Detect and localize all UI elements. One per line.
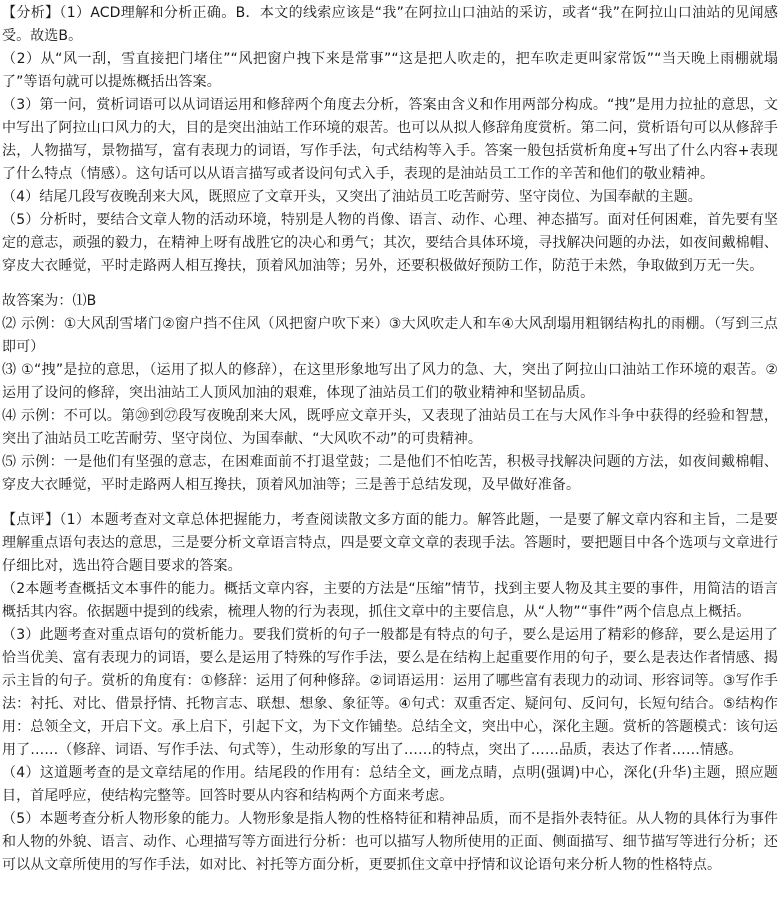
section-gap bbox=[2, 278, 778, 290]
section-gap bbox=[2, 497, 778, 509]
comments-section bbox=[2, 509, 778, 877]
comment-paragraph-4: （4）这道题考查的是文章结尾的作用。结尾段的作用有：总结全文，画龙点睛，点明(强调)中心，深化(升华)主题，照应题目，首尾呼应，使结构完整等。回答时要从内容和结构两个方面来考虑。 bbox=[2, 765, 778, 804]
answer-paragraph-3: ⑶ ①“拽”是拉的意思，（运用了拟人的修辞），在这里形象地写出了风力的急、大，突出了阿拉山口油站工作环境的艰苦。②运用了设问的修辞，突出油站工人顶风加油的艰难，体现了油站员工们的敬业精神和坚韧品质。 bbox=[2, 362, 778, 401]
comment-paragraph-1: 【点评】（1）本题考查对文章总体把握能力，考查阅读散文多方面的能力。解答此题，一是要了解文章内容和主旨，二是要理解重点语句表达的意思，三是要分析文章语言特点，四是要文章文章的表现手法。答题时，要把题目中各个选项与文章进行仔细比对，选出符合题目要求的答案。 bbox=[2, 512, 778, 574]
analysis-paragraph-1: 【分析】（1）ACD理解和分析正确。B．本文的线索应该是“我”在阿拉山口油站的采访，或者“我”在阿拉山口油站的见闻感受。故选B。 bbox=[2, 5, 778, 44]
comment-paragraph-2: （2本题考查概括文本事件的能力。概括文章内容，主要的方法是“压缩”情节，找到主要人物及其主要的事件，用简洁的语言概括其内容。依据题中提到的线索，梳理人物的行为表现，抓住文章中的主要信息，从“人物”“事件”两个信息点上概括。 bbox=[2, 581, 778, 620]
answers-section bbox=[2, 290, 778, 497]
analysis-section bbox=[2, 2, 778, 278]
analysis-paragraph-3: （3）第一问，赏析词语可以从词语运用和修辞两个角度去分析，答案由含义和作用两部分构成。“拽”是用力拉扯的意思，文中写出了阿拉山口风力的大，目的是突出油站工作环境的艰苦。也可以从拟人修辞角度赏析。第二问，赏析语句可以从修辞手法，人物描写，景物描写，富有表现力的词语，写作手法，句式结构等入手。答案一般包括赏析角度+写出了什么内容+表现了什么特点（情感）。这句话可以从语言描写或者设问句式入手，表现的是油站员工工作的辛苦和他们的敬业精神。 bbox=[2, 97, 778, 182]
analysis-paragraph-4: （4）结尾几段写夜晚刮来大风，既照应了文章开头，又突出了油站员工吃苦耐劳、坚守岗位、为国奉献的主题。 bbox=[2, 189, 702, 205]
answer-paragraph-2: ⑵ 示例：①大风刮雪堵门②窗户挡不住风（风把窗户吹下来）③大风吹走人和车④大风刮塌用粗钢结构扎的雨棚。（写到三点即可） bbox=[2, 316, 778, 355]
answer-paragraph-1: 故答案为：⑴B bbox=[2, 293, 97, 309]
comment-paragraph-5: （5）本题考查分析人物形象的能力。人物形象是指人物的性格特征和精神品质，而不是指外表特征。从人物的具体行为事件和人物的外貌、语言、动作、心理描写等方面进行分析：也可以描写人物所使用的正面、侧面描写、细节描写等进行分析；还可以从文章所使用的写作手法，如对比、衬托等方面分析，更要抓住文章中抒情和议论语句来分析人物的性格特点。 bbox=[2, 811, 778, 873]
answer-paragraph-5: ⑸ 示例：一是他们有坚强的意志，在困难面前不打退堂鼓；二是他们不怕吃苦，积极寻找解决问题的方法，如夜间戴棉帽、穿皮大衣睡觉，平时走路两人相互搀扶，顶着风加油等；三是善于总结发现，及早做好准备。 bbox=[2, 454, 778, 493]
analysis-paragraph-2: （2）从“风一刮，雪直接把门堵住”“风把窗户拽下来是常事”“这是把人吹走的，把车吹走更叫家常饭”“当天晚上雨棚就塌了”等语句就可以提炼概括出答案。 bbox=[2, 51, 778, 90]
analysis-paragraph-5: （5）分析时，要结合文章人物的活动环境，特别是人物的肖像、语言、动作、心理、神态描写。面对任何困难，首先要有坚定的意志，顽强的毅力，在精神上呀有战胜它的决心和勇气；其次，要结合具体环境，寻找解决问题的办法，如夜间戴棉帽、穿皮大衣睡觉，平时走路两人相互搀扶，顶着风加油等；另外，还要积极做好预防工作，防范于未然，争取做到万无一失。 bbox=[2, 212, 778, 274]
answer-paragraph-4: ⑷ 示例：不可以。第⑳到㉗段写夜晚刮来大风，既呼应文章开头，又表现了油站员工在与大风作斗争中获得的经验和智慧，突出了油站员工吃苦耐劳、坚守岗位、为国奉献、“大风吹不动”的可贵精神。 bbox=[2, 408, 778, 447]
comment-paragraph-3: （3）此题考查对重点语句的赏析能力。要我们赏析的句子一般都是有特点的句子，要么是运用了精彩的修辞，要么是运用了恰当优美、富有表现力的词语，要么是运用了特殊的写作手法，要么是在结构上起重要作用的句子，要么是表达作者情感、揭示主旨的句子。赏析的角度有：①修辞：运用了何种修辞。②词语运用：运用了哪些富有表现力的动词、形容词等。③写作手法：衬托、对比、借景抒情、托物言志、联想、想象、象征等。④句式：双重否定、疑问句、反问句，长短句结合。⑤结构作用：总领全文，开启下文。承上启下，引起下文，为下文作铺垫。总结全文，突出中心，深化主题。赏析的答题模式：该句运用了……（修辞、词语、写作手法、句式等），生动形象的写出了……的特点，突出了……品质，表达了作者……情感。 bbox=[2, 627, 778, 758]
